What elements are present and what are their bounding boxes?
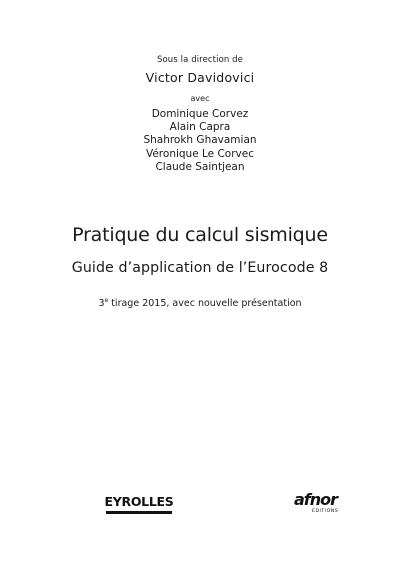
printing-note bbox=[0, 297, 400, 309]
author-name: Claude Saintjean bbox=[155, 160, 245, 173]
eyrolles-logo bbox=[104, 494, 174, 518]
direction-label: Sous la direction de bbox=[157, 55, 243, 65]
printing-details: tirage 2015, avec nouvelle présentation bbox=[108, 298, 302, 309]
afnor-logo bbox=[294, 490, 344, 520]
book-title: Pratique du calcul sismique bbox=[72, 224, 328, 246]
afnor-editions-label: EDITIONS bbox=[312, 509, 339, 514]
afnor-wordmark: afnor bbox=[294, 490, 338, 509]
director-name: Victor Davidovici bbox=[145, 70, 255, 85]
author-name: Véronique Le Corvec bbox=[145, 147, 254, 160]
author-name: Alain Capra bbox=[169, 121, 231, 134]
author-name: Shahrokh Ghavamian bbox=[143, 134, 257, 147]
with-label: avec bbox=[190, 94, 210, 103]
author-name: Dominique Corvez bbox=[151, 108, 249, 120]
printing-ordinal-suffix: e bbox=[104, 297, 109, 304]
book-subtitle: Guide d’application de l’Eurocode 8 bbox=[71, 260, 329, 276]
author-list bbox=[0, 108, 400, 174]
eyrolles-wordmark: EYROLLES bbox=[104, 494, 174, 509]
printing-number: 3 bbox=[98, 298, 105, 309]
eyrolles-underline bbox=[106, 511, 172, 514]
